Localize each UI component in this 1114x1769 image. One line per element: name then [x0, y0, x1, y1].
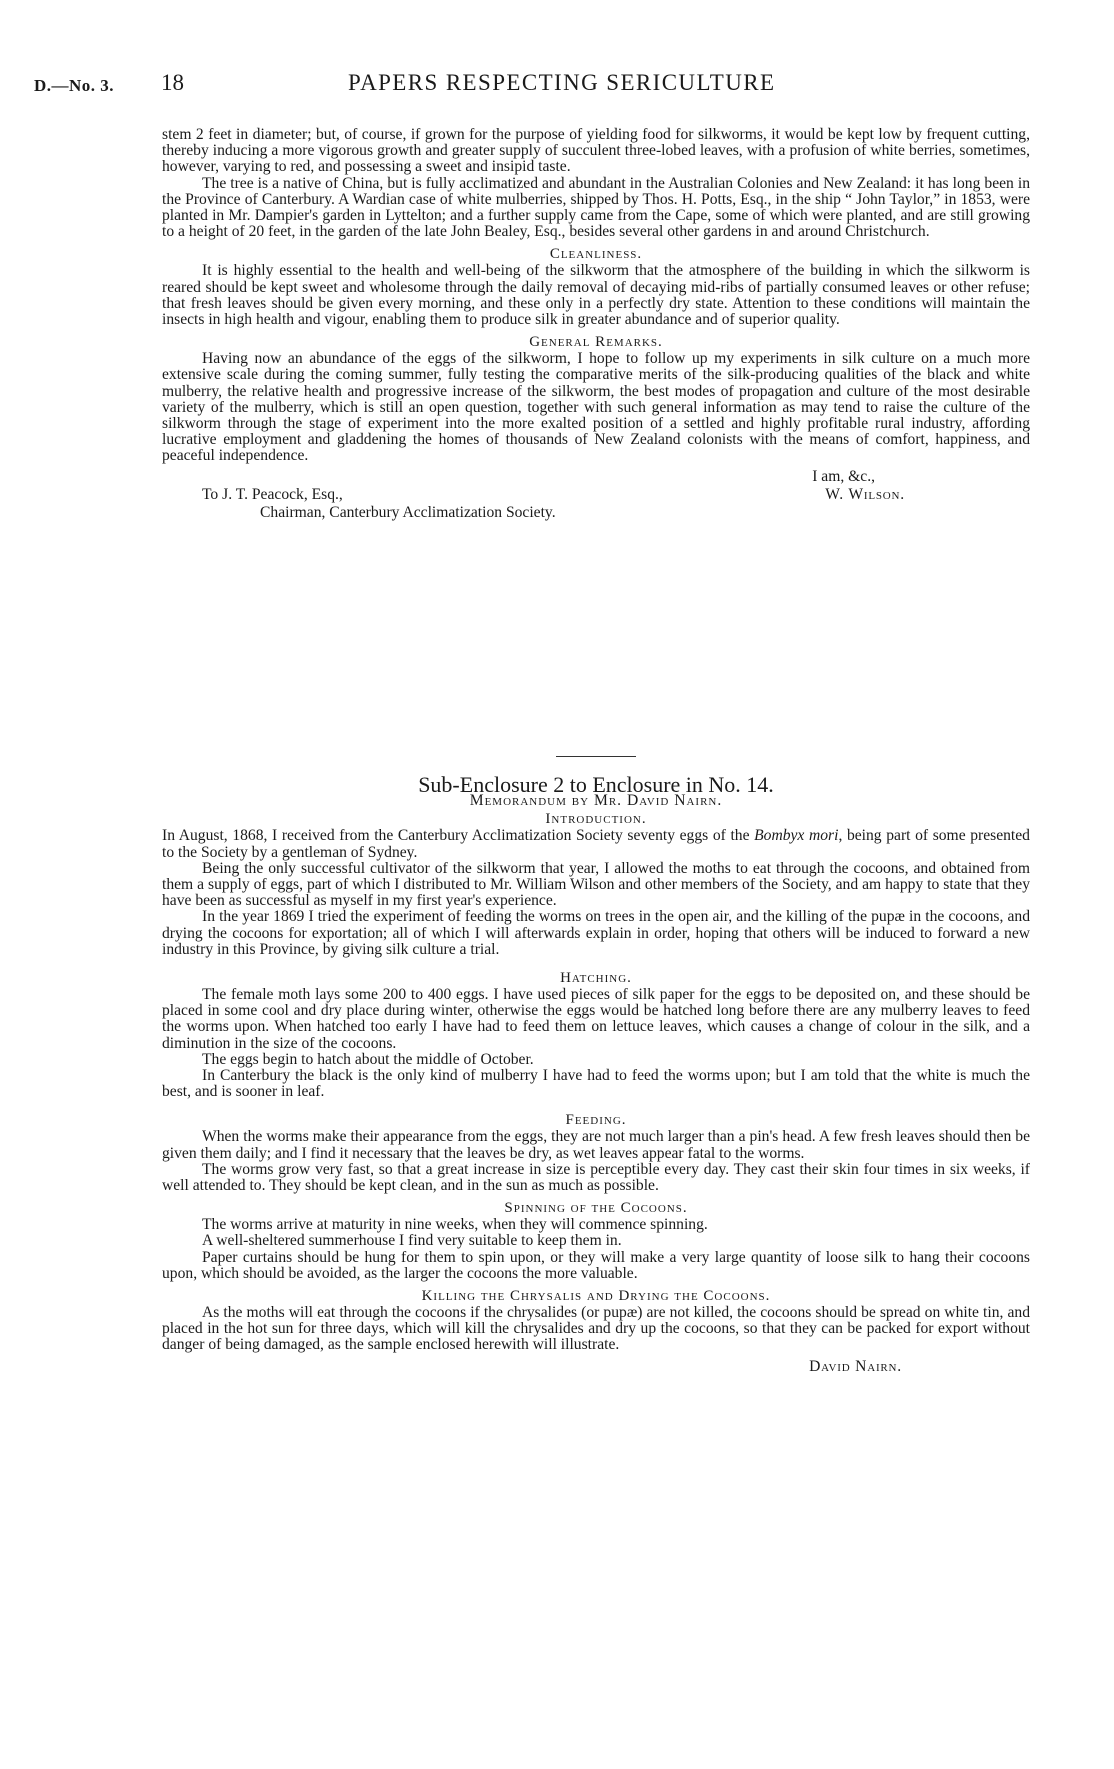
cleanliness-paragraph: It is highly essential to the health and well-being of the silkworm that the atmosphere of the building in which the silkworm is reared should be kept sweet and wholesome through the daily removal of decaying mid-ribs of partially consumed leaves or other refuse; that fresh leaves should be given every morning, and these only in a perfectly dry state. Attention to these conditions will maintain the insects in high health and vigour, enabling them to produce silk in greater abundance and of superior quality.: [162, 262, 1030, 329]
page-number: 18: [161, 70, 184, 95]
page-header: [0, 70, 1114, 98]
hatching-paragraph-1: The female moth lays some 200 to 400 eggs. I have used pieces of silk paper for the eggs to be deposited on, and these should be placed in some cool and dry place during winter, otherwise the eggs would be hatched long before there are any mulberry leaves to feed the worms upon. When hatched too early I have had to feed them on lettuce leaves, which causes a change of colour in the silk, and a diminution in the size of the cocoons.: [162, 986, 1030, 1052]
section-divider: [556, 756, 636, 757]
memo-signature: David Nairn.: [809, 1357, 902, 1375]
introduction-paragraph-1: [162, 828, 1030, 860]
cleanliness-heading: Cleanliness.: [549, 246, 643, 263]
document-reference: D.—No. 3.: [34, 76, 115, 95]
addressee-title: Chairman, Canterbury Acclimatization Society.: [260, 503, 556, 521]
feeding-heading: Feeding.: [565, 1112, 627, 1129]
sub-enclosure-heading: Sub-Enclosure 2 to Enclosure in No. 14.: [418, 772, 774, 797]
feeding-paragraph-2: The worms grow very fast, so that a great increase in size is perceptible every day. They cast their skin four times in six weeks, if well attended to. They should be kept clean, and in the sun as much as possible.: [162, 1160, 1030, 1195]
memorandum-byline: Memorandum by Mr. David Nairn.: [469, 792, 723, 810]
hatching-paragraph-2: The eggs begin to hatch about the middle of October.: [202, 1050, 534, 1068]
killing-paragraph: As the moths will eat through the cocoons if the chrysalides (or pupæ) are not killed, the cocoons should be spread on white tin, and placed in the hot sun for three days, which will kill the chrysalides and dry up the cocoons, so that they can be packed for export without danger of being damaged, as the sample enclosed herewith will illustrate.: [162, 1304, 1030, 1354]
letter-closing: I am, &c.,: [812, 467, 875, 485]
memorandum-section: [162, 746, 1030, 1376]
introduction-p1-end: , being part of some presented to the Society by a gentleman of Sydney.: [162, 827, 1030, 861]
introduction-heading: Introduction.: [545, 811, 647, 828]
introduction-paragraph-3: In the year 1869 I tried the experiment of feeding the worms on trees in the open air, and the killing of the pupæ in the cocoons, and drying the cocoons for exportation; all of which I will afterwards explain in order, hoping that others will be induced to forward a new industry in this Province, by giving silk culture a trial.: [162, 908, 1030, 958]
introduction-p1-start: In August, 1868, I received from the Canterbury Acclimatization Society seventy eggs of the: [162, 827, 750, 845]
general-remarks-heading: General Remarks.: [529, 334, 663, 351]
letter-signature: W. Wilson.: [825, 485, 905, 503]
hatching-heading: Hatching.: [560, 970, 632, 987]
introduction-paragraph-2: Being the only successful cultivator of the silkworm that year, I allowed the moths to eat through the cocoons, and obtained from them a supply of eggs, part of which I distributed to Mr. William Wilson and other members of the Society, and am happy to state that they have been as successful as myself in my first year's experience.: [162, 859, 1030, 910]
addressee-name: To J. T. Peacock, Esq.,: [202, 485, 343, 503]
killing-heading: Killing the Chrysalis and Drying the Cocoons.: [421, 1288, 771, 1305]
letter-section: [162, 127, 1030, 520]
running-title: PAPERS RESPECTING SERICULTURE: [348, 70, 776, 95]
spinning-paragraph-2: A well-sheltered summerhouse I find very suitable to keep them in.: [202, 1232, 622, 1250]
general-remarks-paragraph: Having now an abundance of the eggs of the silkworm, I hope to follow up my experiments in silk culture on a much more extensive scale during the coming summer, fully testing the comparative merits of the silk-producing qualities of the black and white mulberry, the relative health and progressive increase of the silkworm, the best modes of propagation and culture of the most desirable variety of the mulberry, which is still an open question, together with such general information as may tend to raise the culture of the silkworm through the stage of experiment into the more exalted position of a settled and highly profitable rural industry, affording lucrative employment and gladdening the homes of thousands of New Zealand colonists with the means of comfort, happiness, and peaceful independence.: [162, 350, 1030, 465]
feeding-paragraph-1: When the worms make their appearance from the eggs, they are not much larger than a pin's head. A few fresh leaves should then be given them daily; and I find it necessary that the leaves be dry, as wet leaves appear fatal to the worms.: [162, 1128, 1030, 1162]
letter-signature-block: [162, 468, 1030, 520]
species-name: Bombyx mori: [754, 827, 839, 845]
spinning-paragraph-1: The worms arrive at maturity in nine weeks, when they will commence spinning.: [202, 1216, 708, 1234]
memo-signature-block: [162, 1354, 1030, 1376]
hatching-paragraph-3: In Canterbury the black is the only kind of mulberry I have had to feed the worms upon; but I am told that the white is much the best, and is sooner in leaf.: [162, 1067, 1030, 1101]
spinning-paragraph-3: Paper curtains should be hung for them to spin upon, or they will make a very large quantity of loose silk to hang their cocoons upon, which should be avoided, as the larger the cocoons the more valuable.: [162, 1248, 1030, 1282]
letter-paragraph-2: The tree is a native of China, but is fully acclimatized and abundant in the Australian Colonies and New Zealand: it has long been in the Province of Canterbury. A Wardian case of white mulberries, shipped by Thos. H. Potts, Esq., in the ship “ John Taylor,” in 1853, were planted in Mr. Dampier's garden in Lyttelton; and a further supply came from the Cape, some of which were planted, and are still growing to a height of 20 feet, in the garden of the late John Bealey, Esq., besides several other gardens in and around Christchurch.: [162, 174, 1030, 241]
spinning-heading: Spinning of the Cocoons.: [504, 1200, 688, 1217]
letter-paragraph-1: stem 2 feet in diameter; but, of course, if grown for the purpose of yielding food for silkworms, it would be kept low by frequent cutting, thereby inducing a more vigorous growth and greater supply of succulent three-lobed leaves, with a profusion of white berries, sometimes, however, varying to red, and possessing a sweet and insipid taste.: [162, 126, 1030, 176]
